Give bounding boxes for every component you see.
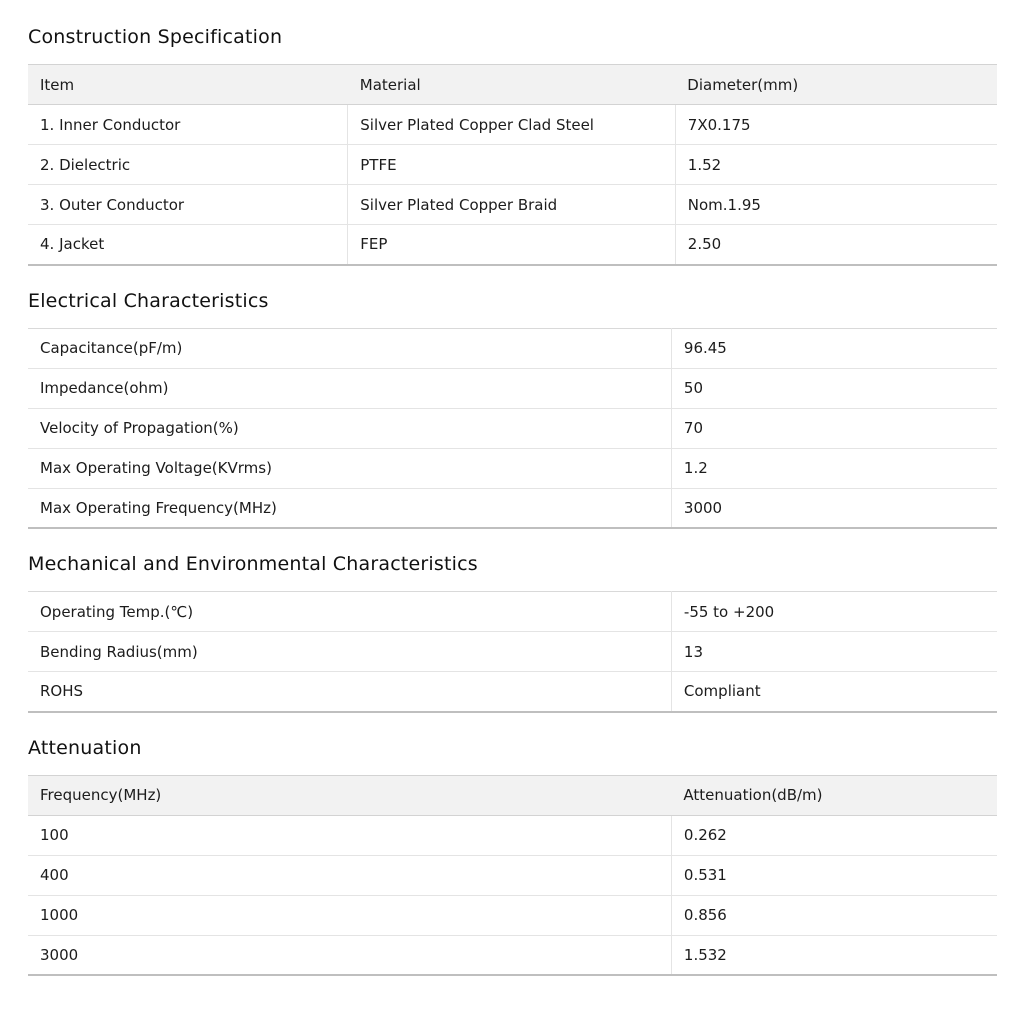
mechanical-section-title: Mechanical and Environmental Characteristics: [28, 553, 478, 575]
attenuation-value-cell: 0.262: [671, 815, 997, 855]
property-value-cell: Compliant: [671, 672, 997, 712]
property-label-cell: Bending Radius(mm): [28, 632, 671, 672]
property-label-cell: Impedance(ohm): [28, 368, 671, 408]
attenuation-value-cell: 0.531: [671, 855, 997, 895]
material-cell: PTFE: [348, 145, 676, 185]
table-row: [28, 632, 997, 672]
attenuation-value-cell: 1.532: [671, 935, 997, 975]
table-row: [28, 815, 997, 855]
mechanical-table: [28, 591, 997, 713]
table-row: [28, 368, 997, 408]
attenuation-value-cell: 0.856: [671, 895, 997, 935]
material-cell: FEP: [348, 225, 676, 265]
table-row: [28, 488, 997, 528]
property-label-cell: Max Operating Frequency(MHz): [28, 488, 671, 528]
property-value-cell: 96.45: [671, 328, 997, 368]
item-cell: 2. Dielectric: [28, 145, 348, 185]
property-label-cell: Velocity of Propagation(%): [28, 408, 671, 448]
column-header-material: Material: [348, 65, 676, 105]
property-label-cell: Capacitance(pF/m): [40, 339, 183, 357]
property-value-cell: 3000: [671, 488, 997, 528]
table-row: [28, 895, 997, 935]
construction-header-row: [28, 65, 997, 105]
table-row: [28, 328, 997, 368]
table-row: [28, 448, 997, 488]
electrical-section: [28, 290, 997, 530]
item-cell: 3. Outer Conductor: [28, 185, 348, 225]
construction-section-title: Construction Specification: [28, 26, 283, 48]
diameter-cell: 1.52: [675, 145, 997, 185]
diameter-cell: Nom.1.95: [675, 185, 997, 225]
property-label-cell: Max Operating Voltage(KVrms): [28, 448, 671, 488]
table-row: [28, 145, 997, 185]
attenuation-table: [28, 775, 997, 977]
diameter-cell: 7X0.175: [675, 105, 997, 145]
column-header-item: Item: [28, 65, 348, 105]
table-row: [28, 408, 997, 448]
property-value-cell: 70: [671, 408, 997, 448]
table-row: [28, 105, 997, 145]
column-header-frequency: Frequency(MHz): [28, 775, 671, 815]
table-row: [28, 225, 997, 265]
column-header-diameter: Diameter(mm): [675, 65, 997, 105]
attenuation-section: [28, 737, 997, 977]
table-row: [28, 672, 997, 712]
material-cell: Silver Plated Copper Clad Steel: [348, 105, 676, 145]
material-cell: Silver Plated Copper Braid: [348, 185, 676, 225]
frequency-cell: 1000: [28, 895, 671, 935]
table-row: [28, 592, 997, 632]
property-value-cell: 1.2: [671, 448, 997, 488]
diameter-cell: 2.50: [675, 225, 997, 265]
frequency-cell: 3000: [28, 935, 671, 975]
item-cell: 1. Inner Conductor: [40, 115, 181, 134]
electrical-section-title: Electrical Characteristics: [28, 289, 269, 312]
construction-table: [28, 64, 997, 266]
property-value-cell: 13: [671, 632, 997, 672]
table-row: [28, 935, 997, 975]
property-label-cell: ROHS: [28, 672, 671, 712]
property-value-cell: -55 to +200: [671, 592, 997, 632]
property-label-cell: Operating Temp.(℃): [40, 602, 194, 621]
mechanical-section: [28, 553, 997, 713]
attenuation-section-title: Attenuation: [28, 736, 142, 759]
table-row: [28, 185, 997, 225]
electrical-table: [28, 328, 997, 530]
item-cell: 4. Jacket: [28, 225, 348, 265]
table-row: [28, 855, 997, 895]
column-header-attenuation: Attenuation(dB/m): [671, 775, 997, 815]
attenuation-header-row: [28, 775, 997, 815]
property-value-cell: 50: [671, 368, 997, 408]
construction-section: [28, 26, 997, 266]
frequency-cell: 100: [40, 826, 69, 844]
frequency-cell: 400: [28, 855, 671, 895]
